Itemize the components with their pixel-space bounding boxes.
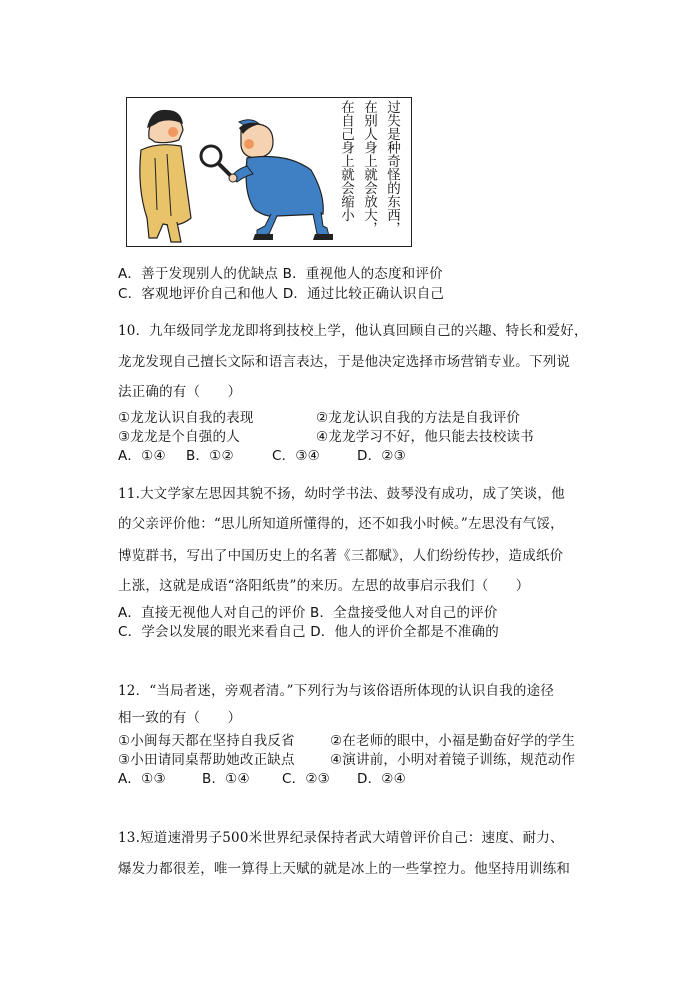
q9-option-line-2: C．客观地评价自己和他人 D．通过比较正确认识自己 — [118, 286, 445, 302]
q12-item-4: ④演讲前，小明对着镜子训练，规范动作 — [330, 752, 576, 768]
q10-stem-line-3: 法正确的有（ ） — [118, 384, 242, 400]
q13-stem-line-2: 爆发力都很差，唯一算得上天赋的就是冰上的一些掌控力。他坚持用训练和 — [118, 861, 571, 877]
q12-choice-a: A．①③ — [118, 771, 166, 787]
caption-col-2: 在别人身上就会放大， — [361, 100, 377, 235]
q11-stem-line-3: 博览群书，写出了中国历史上的名著《三都赋》，人们纷纷传抄，造成纸价 — [118, 548, 564, 564]
q13-stem-line-1: 13.短道速滑男子500米世界纪录保持者武大靖曾评价自己：速度、耐力、 — [118, 830, 564, 846]
q11-stem-line-1: 11.大文学家左思因其貌不扬，幼时学书法、鼓琴没有成功，成了笑谈，他 — [118, 486, 565, 502]
q10-item-2: ②龙龙认识自我的方法是自我评价 — [316, 410, 521, 426]
q10-choice-d: D．②③ — [357, 448, 406, 464]
q10-item-3: ③龙龙是个自强的人 — [118, 429, 240, 445]
caption-col-3: 在自己身上就会缩小 — [338, 100, 354, 222]
q11-option-line-2: C．学会以发展的眼光来看自己 D．他人的评价全都是不准确的 — [118, 624, 499, 640]
q10-item-4: ④龙龙学习不好，他只能去技校读书 — [316, 429, 534, 445]
q12-item-3: ③小田请同桌帮助她改正缺点 — [118, 752, 295, 768]
q12-item-1: ①小闽每天都在坚持自我反省 — [118, 733, 295, 749]
right-figure — [229, 120, 333, 240]
cartoon-illustration — [126, 97, 412, 247]
cartoon-drawing — [127, 98, 337, 246]
q10-choice-c: C．③④ — [272, 448, 320, 464]
q11-stem-line-2: 的父亲评价他：“思儿所知道所懂得的，还不如我小时候。”左思没有气馁， — [118, 516, 564, 532]
q10-stem-line-2: 龙龙发现自己擅长文际和语言表达，于是他决定选择市场营销专业。下列说 — [118, 354, 571, 370]
q12-item-2: ②在老师的眼中，小福是勤奋好学的学生 — [330, 733, 576, 749]
q11-stem-line-4: 上涨，这就是成语“洛阳纸贵”的来历。左思的故事启示我们（ ） — [118, 578, 530, 594]
q10-choice-a: A．①④ — [118, 448, 166, 464]
q12-choice-b: B．①④ — [202, 771, 250, 787]
q12-stem-line-2: 相一致的有（ ） — [118, 710, 242, 726]
q12-choice-c: C．②③ — [282, 771, 330, 787]
q9-option-line-1: A．善于发现别人的优缺点 B．重视他人的态度和评价 — [118, 266, 443, 282]
q11-option-line-1: A．直接无视他人对自己的评价 B．全盘接受他人对自己的评价 — [118, 605, 498, 621]
q10-stem-line-1: 10．九年级同学龙龙即将到技校上学，他认真回顾自己的兴趣、特长和爱好， — [118, 323, 588, 339]
q10-choice-b: B．①② — [186, 448, 234, 464]
magnifier-icon — [201, 146, 231, 176]
left-figure — [140, 110, 191, 242]
q12-stem-line-1: 12．“当局者迷，旁观者清。”下列行为与该俗语所体现的认识自我的途径 — [118, 683, 555, 699]
q10-item-1: ①龙龙认识自我的表现 — [118, 410, 254, 426]
q12-choice-d: D．②④ — [357, 771, 406, 787]
caption-col-1: 过失是种奇怪的东西， — [384, 100, 400, 235]
